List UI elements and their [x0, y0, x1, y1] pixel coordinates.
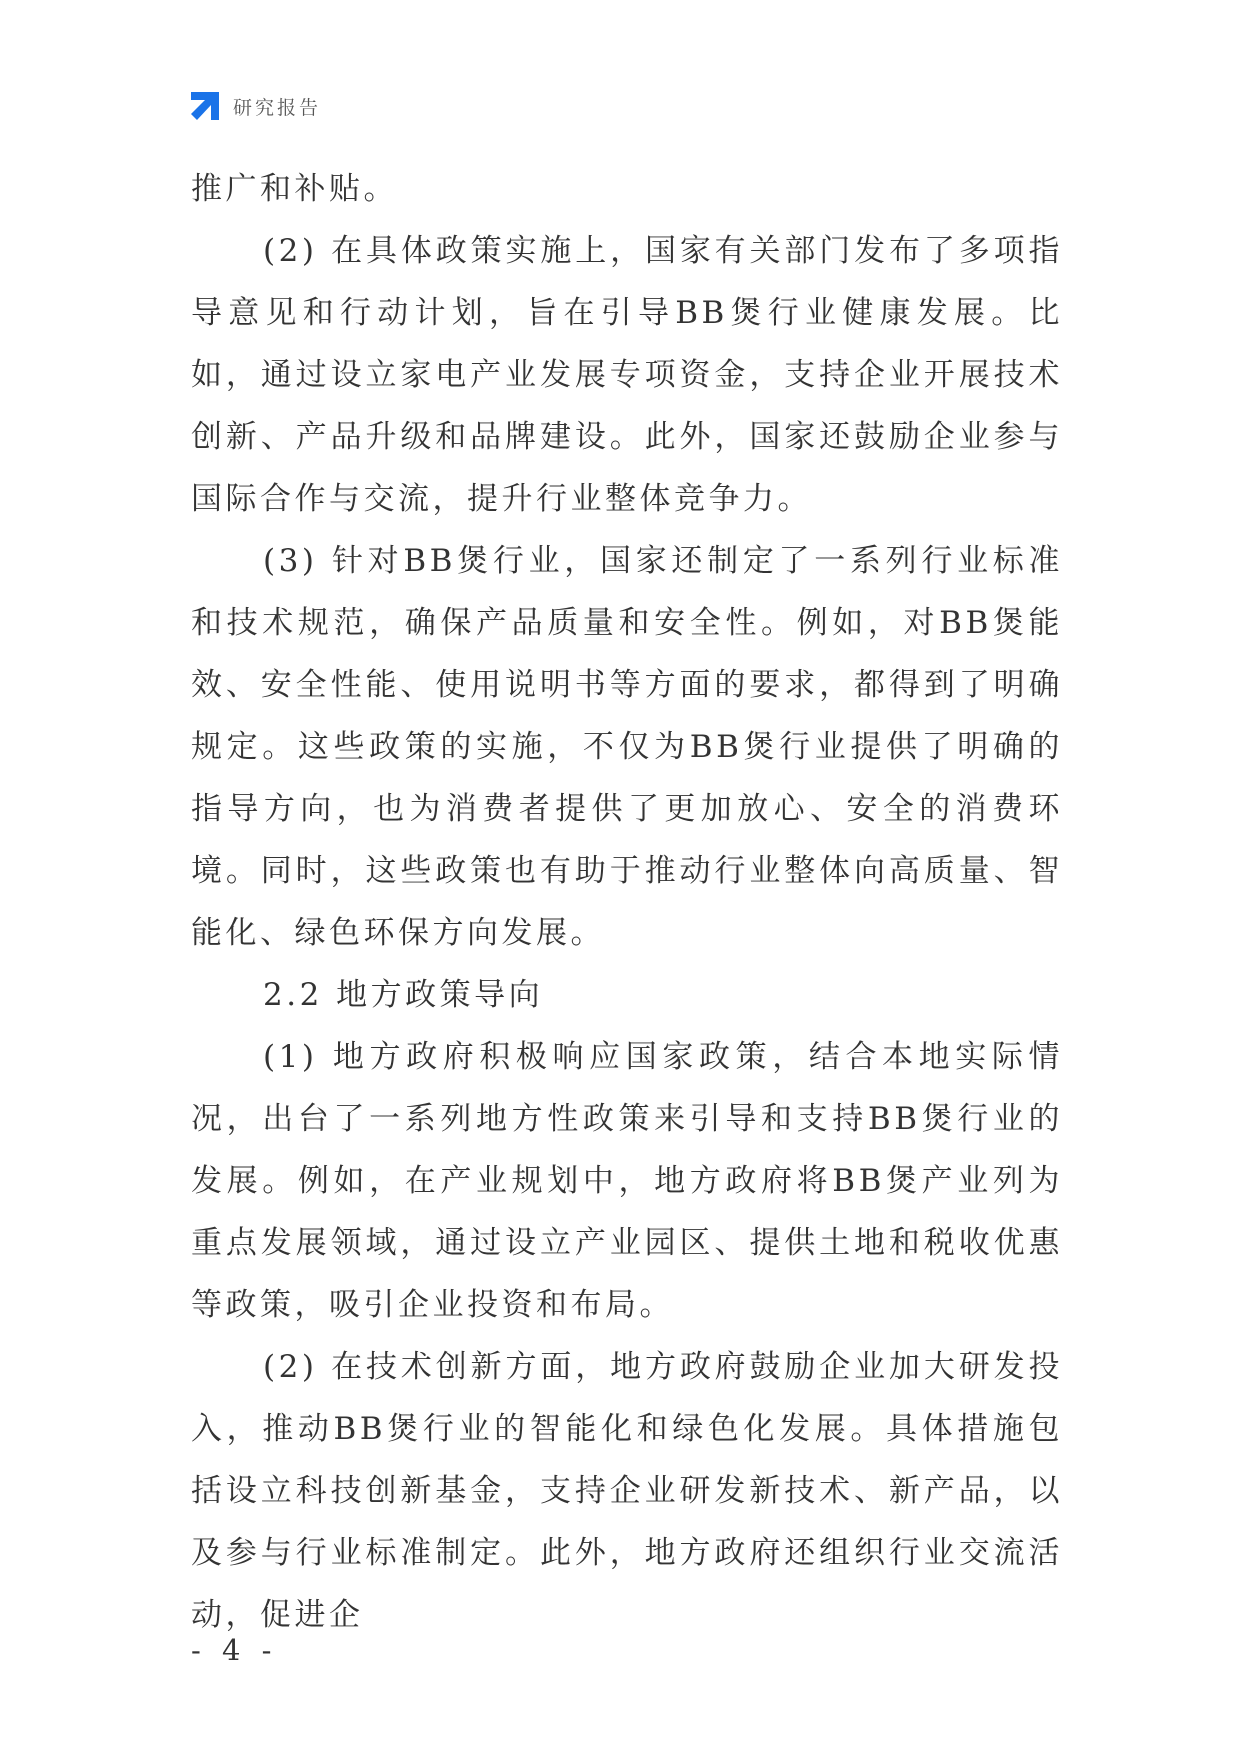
- header-title: 研究报告: [233, 96, 322, 119]
- paragraph: (1) 地方政府积极响应国家政策，结合本地实际情况，出台了一系列地方性政策来引导和支持BB煲行业的发展。例如，在产业规划中，地方政府将BB煲产业列为重点发展领域，通过设立产业园区、提供土地和税收优惠等政策，吸引企业投资和布局。: [191, 1039, 1063, 1323]
- paragraph-continuation: 推广和补贴。: [191, 171, 398, 207]
- section-heading: 2.2 地方政策导向: [263, 977, 544, 1013]
- page-header: [189, 88, 321, 124]
- paragraph: (2) 在技术创新方面，地方政府鼓励企业加大研发投入，推动BB煲行业的智能化和绿色化发展。具体措施包括设立科技创新基金，支持企业研发新技术、新产品，以及参与行业标准制定。此外，地方政府还组织行业交流活动，促进企: [191, 1349, 1063, 1633]
- document-body: [191, 158, 1063, 1646]
- paragraph: (2) 在具体政策实施上，国家有关部门发布了多项指导意见和行动计划，旨在引导BB煲行业健康发展。比如，通过设立家电产业发展专项资金，支持企业开展技术创新、产品升级和品牌建设。此外，国家还鼓励企业参与国际合作与交流，提升行业整体竞争力。: [191, 233, 1063, 517]
- report-arrow-logo-icon: [189, 90, 221, 122]
- paragraph: (3) 针对BB煲行业，国家还制定了一系列行业标准和技术规范，确保产品质量和安全性。例如，对BB煲能效、安全性能、使用说明书等方面的要求，都得到了明确规定。这些政策的实施，不仅为BB煲行业提供了明确的指导方向，也为消费者提供了更加放心、安全的消费环境。同时，这些政策也有助于推动行业整体向高质量、智能化、绿色环保方向发展。: [191, 543, 1063, 951]
- page-number: - 4 -: [191, 1633, 278, 1667]
